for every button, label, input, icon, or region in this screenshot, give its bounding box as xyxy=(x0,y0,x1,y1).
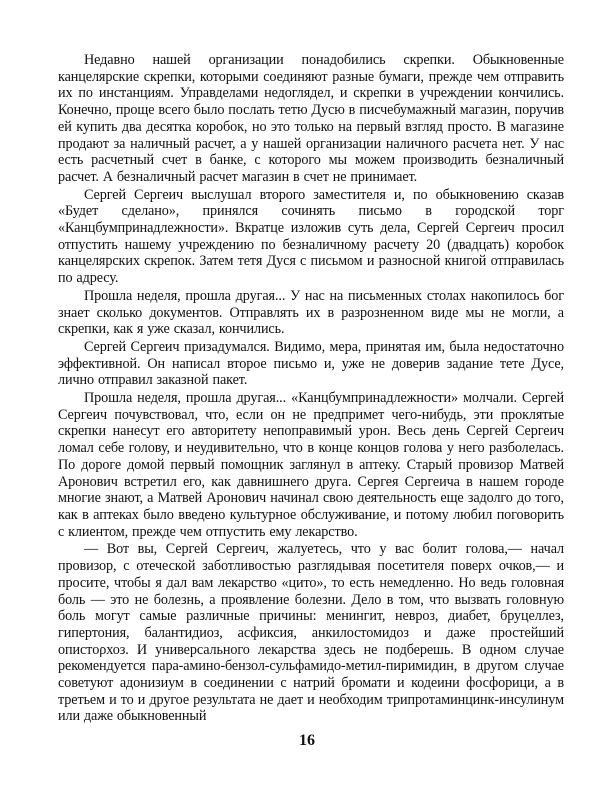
paragraph: Прошла неделя, прошла другая... «Канцбумпринадлежности» молчали. Сергей Сергеич почувствовал, что, если он не предпримет чего-нибудь, эти проклятые скрепки нанесут его авторитету непоправимый урон. Весь день Сергей Сергеич ломал себе голову, и неудивительно, что в конце концов голова у него разболелась. По дороге домой первый помощник заглянул в аптеку. Старый провизор Матвей Аронович встретил его, как давнишнего друга. Сергея Сергеича в нашем городе многие знают, а Матвей Аронович начинал свою деятельность еще задолго до того, как в аптеках было введено культурное обслуживание, и потому любил поговорить с клиентом, прежде чем отпустить ему лекарство. xyxy=(58,390,564,540)
paragraph: Прошла неделя, прошла другая... У нас на письменных столах накопилось бог знает сколько документов. Отправлять их в разрозненном виде мы не могли, а скрепки, как я уже сказал, кончились. xyxy=(58,287,564,338)
paragraph: Недавно нашей организации понадобились скрепки. Обыкновенные канцелярские скрепки, которыми соединяют разные бумаги, прежде чем отправить их по инстанциям. Управделами недоглядел, и скрепки в учреждении кончились. Конечно, проще всего было послать тетю Дусю в писчебумажный магазин, поручив ей купить два десятка коробок, но это только на первый взгляд просто. В магазине продают за наличный расчет, а у нашей организации наличного расчета нет. У нас есть расчетный счет в банке, с которого мы можем производить безналичный расчет. А безналичный расчет магазин в счет не принимает. xyxy=(58,52,564,185)
paragraph: — Вот вы, Сергей Сергеич, жалуетесь, что у вас болит голова,— начал провизор, с отеческой заботливостью разглядывая посетителя поверх очков,— и просите, чтобы я дал вам лекарство «цито», то есть немедленно. Но ведь головная боль — это не болезнь, а проявление болезни. Дело в том, что вызвать головную боль могут самые различные причины: менингит, невроз, диабет, бруцеллез, гипертония, балантидиоз, асфиксия, анкилостомидоз и даже простейший опистορхоз. И универсального лекарства здесь не подберешь. В одном случае рекомендуется пара-амино-бензол-сульфамидо-метил-пиримидин, в другом случае советуют адонизиум в соединении с натрий бромати и кодеини фосфорици, а в третьем и то и другое результата не дает и необходим трипротаминцинк-инсулинум или даже обыкновенный xyxy=(58,541,564,725)
body-text xyxy=(58,52,564,725)
paragraph: Сергей Сергеич выслушал второго заместителя и, по обыкновению сказав «Будет сделано», принялся сочинять письмо в городской торг «Канцбумпринадлежности». Вкратце изложив суть дела, Сергей Сергеич просил отпустить нашему учреждению по безналичному расчету 20 (двадцать) коробок канцелярских скрепок. Затем тетя Дуся с письмом и разносной книгой отправилась по адресу. xyxy=(58,186,564,287)
paragraph: Сергей Сергеич призадумался. Видимо, мера, принятая им, была недостаточно эффективной. Он написал второе письмо и, уже не доверив задание тете Дусе, лично отправил заказной пакет. xyxy=(58,338,564,389)
page-number: 16 xyxy=(299,732,315,749)
